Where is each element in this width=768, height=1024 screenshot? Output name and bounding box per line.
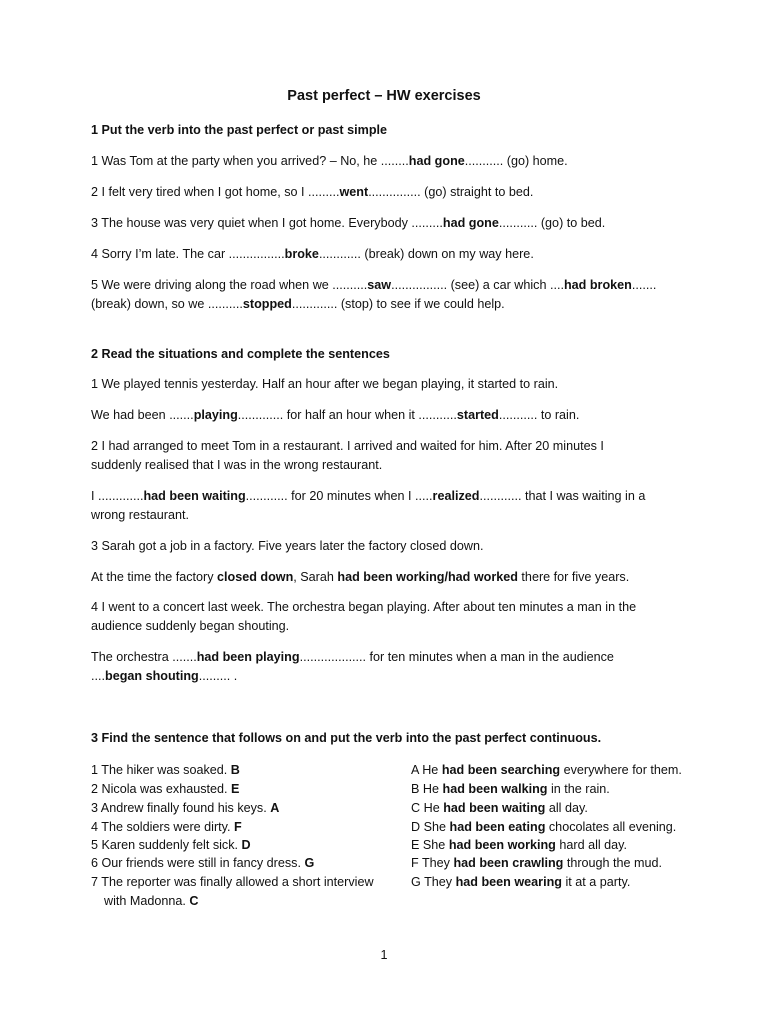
answer: had been working/had worked — [337, 570, 518, 584]
answer-4: The orchestra .......had been playing................... for ten minutes when a man in the audience — [91, 650, 614, 664]
section-2-heading: 2 Read the situations and complete the sentences — [91, 347, 390, 361]
answer: stopped — [242, 297, 292, 311]
answer: had gone — [442, 216, 499, 230]
answer-4-line-2: ....began shouting......... . — [91, 669, 238, 683]
match-left-7-line-2: with Madonna. C — [104, 894, 199, 908]
page-number: 1 — [380, 948, 388, 962]
answer: went — [339, 185, 369, 199]
match-left-5: 5 Karen suddenly felt sick. D — [91, 838, 251, 852]
match-left-1: 1 The hiker was soaked. B — [91, 763, 240, 777]
situation-3: 3 Sarah got a job in a factory. Five years later the factory closed down. — [91, 539, 484, 553]
match-right-g: G They had been wearing it at a party. — [411, 875, 631, 889]
answer-2: I .............had been waiting............ for 20 minutes when I .....realized............ that I was waiting in a — [91, 489, 646, 503]
exercise-1-item-5-line-2: (break) down, so we ..........stopped............. (stop) to see if we could help. — [91, 297, 505, 311]
match-right-e: E She had been working hard all day. — [411, 838, 628, 852]
answer: had been waiting — [143, 489, 246, 503]
answer: began shouting — [105, 669, 199, 683]
situation-2-line-2: suddenly realised that I was in the wrong restaurant. — [91, 458, 383, 472]
exercise-1-item-4: 4 Sorry I’m late. The car ................broke............ (break) down on my way here. — [91, 247, 534, 261]
match-right-d: D She had been eating chocolates all evening. — [411, 820, 677, 834]
answer: broke — [284, 247, 319, 261]
answer: started — [456, 408, 499, 422]
situation-4: 4 I went to a concert last week. The orchestra began playing. After about ten minutes a man in the — [91, 600, 637, 614]
match-left-6: 6 Our friends were still in fancy dress. G — [91, 856, 315, 870]
situation-1: 1 We played tennis yesterday. Half an hour after we began playing, it started to rain. — [91, 377, 559, 391]
page-title: Past perfect – HW exercises — [287, 88, 481, 104]
answer: closed down — [217, 570, 294, 584]
answer-2-line-2: wrong restaurant. — [91, 508, 190, 522]
answer: realized — [432, 489, 480, 503]
exercise-1-item-1: 1 Was Tom at the party when you arrived? – No, he ........had gone........... (go) home. — [91, 154, 568, 168]
match-right-c: C He had been waiting all day. — [411, 801, 588, 815]
exercise-1-item-5: 5 We were driving along the road when we ..........saw................ (see) a car which ....had broken....... — [91, 278, 657, 292]
exercise-1-item-3: 3 The house was very quiet when I got home. Everybody .........had gone........... (go) to bed. — [91, 216, 606, 230]
match-right-a: A He had been searching everywhere for them. — [411, 763, 682, 777]
exercise-1-item-2: 2 I felt very tired when I got home, so I .........went............... (go) straight to bed. — [91, 185, 534, 199]
answer: had been playing — [196, 650, 300, 664]
match-left-7: 7 The reporter was finally allowed a short interview — [91, 875, 374, 889]
situation-4-line-2: audience suddenly began shouting. — [91, 619, 290, 633]
match-left-4: 4 The soldiers were dirty. F — [91, 820, 242, 834]
match-right-b: B He had been walking in the rain. — [411, 782, 610, 796]
match-left-2: 2 Nicola was exhausted. E — [91, 782, 240, 796]
match-left-3: 3 Andrew finally found his keys. A — [91, 801, 280, 815]
answer: had gone — [408, 154, 465, 168]
section-1-heading: 1 Put the verb into the past perfect or past simple — [91, 123, 388, 137]
match-right-f: F They had been crawling through the mud. — [411, 856, 663, 870]
situation-2: 2 I had arranged to meet Tom in a restaurant. I arrived and waited for him. After 20 minutes I — [91, 439, 604, 453]
answer: playing — [193, 408, 238, 422]
answer: saw — [367, 278, 392, 292]
answer-3: At the time the factory closed down, Sarah had been working/had worked there for five years. — [91, 570, 630, 584]
answer-1: We had been .......playing............. for half an hour when it ...........started........... to rain. — [91, 408, 580, 422]
answer: had broken — [563, 278, 632, 292]
section-3-heading: 3 Find the sentence that follows on and put the verb into the past perfect continuous. — [91, 731, 602, 745]
